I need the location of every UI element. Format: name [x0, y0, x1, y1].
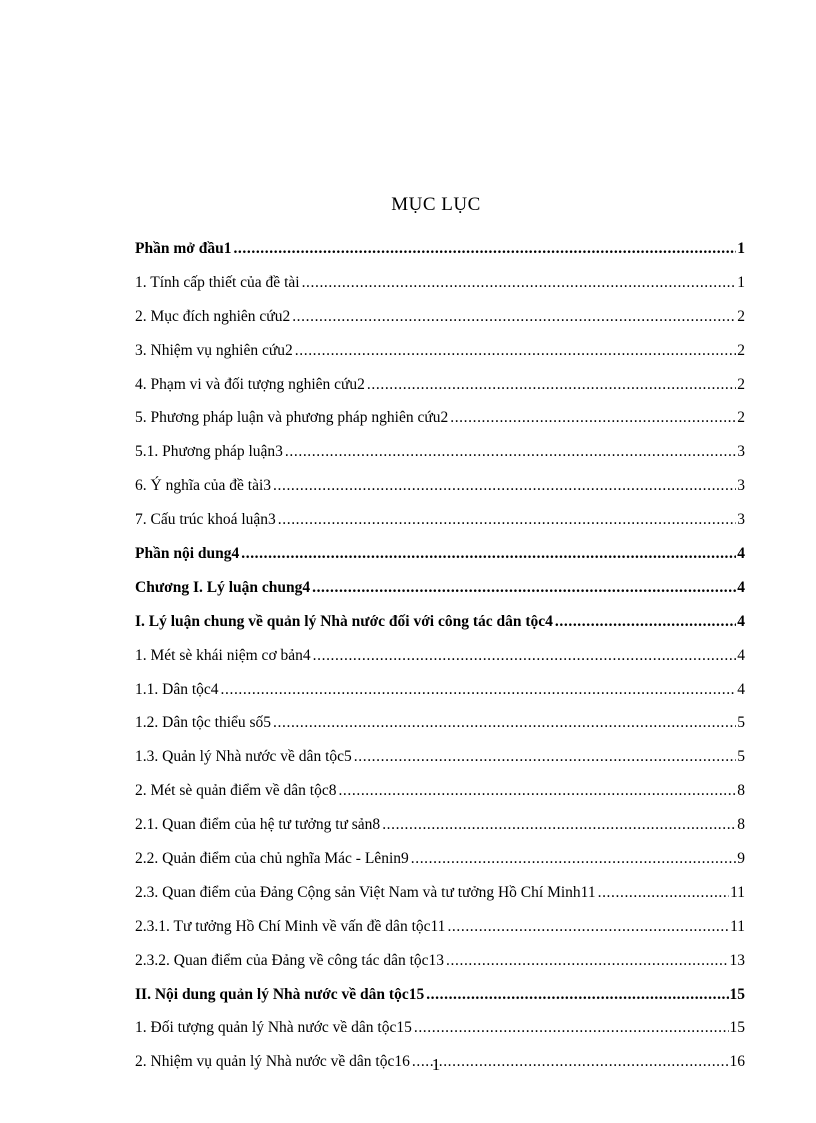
toc-leader-dots — [598, 876, 729, 910]
toc-entry — [135, 469, 745, 503]
toc-entry-page: 1 — [737, 273, 745, 291]
toc-leader-dots — [382, 808, 736, 842]
toc-entry-text: 2.3.2. Quan điểm của Đảng về công tác dân tộc13 — [135, 951, 445, 969]
toc-entry-text: 1. Mét sè khái niệm cơ bản4 — [135, 646, 311, 664]
toc-leader-dots — [555, 605, 736, 639]
toc-leader-dots — [278, 503, 736, 537]
toc-entry-text: 2.1. Quan điểm của hệ tư tưởng tư sản8 — [135, 816, 381, 834]
toc-leader-dots — [426, 978, 728, 1012]
toc-entry-page: 2 — [737, 409, 745, 427]
toc-leader-dots — [295, 334, 736, 368]
toc-entry-page: 4 — [737, 680, 745, 698]
toc-leader-dots — [285, 435, 736, 469]
toc-entry-page: 15 — [729, 1019, 745, 1037]
toc-entry — [135, 401, 745, 435]
toc-entry-page: 5 — [737, 748, 745, 766]
toc-entry-page: 1 — [737, 240, 745, 257]
toc-entry-page: 3 — [737, 511, 745, 529]
toc-entry — [135, 605, 745, 639]
toc-entry-text: 2. Nhiệm vụ quản lý Nhà nước về dân tộc16 — [135, 1053, 410, 1071]
toc-entry-text: 7. Cấu trúc khoá luận3 — [135, 511, 276, 529]
toc-leader-dots — [447, 910, 729, 944]
toc-entry-text: II. Nội dung quản lý Nhà nước về dân tộc15 — [135, 985, 425, 1003]
toc-leader-dots — [221, 673, 737, 707]
toc-entry-text: 6. Ý nghĩa của đề tài3 — [135, 477, 272, 495]
toc-leader-dots — [446, 944, 728, 978]
toc-entry — [135, 740, 745, 774]
toc-leader-dots — [313, 639, 737, 673]
toc-entry-page: 8 — [737, 782, 745, 800]
toc-entry-text: 2.2. Quản điểm của chủ nghĩa Mác - Lênin9 — [135, 850, 409, 868]
toc-entry — [135, 944, 745, 978]
toc-entry-page: 3 — [737, 443, 745, 461]
toc-leader-dots — [273, 706, 736, 740]
toc-entry-text: Chương I. Lý luận chung4 — [135, 578, 311, 596]
toc-entry-page: 9 — [737, 850, 745, 868]
toc-entry — [135, 978, 745, 1012]
toc-entry — [135, 1011, 745, 1045]
toc-entry-page: 2 — [737, 341, 745, 359]
toc-entry-text: 2.3. Quan điểm của Đảng Cộng sản Việt Nam và tư tưởng Hồ Chí Minh11 — [135, 883, 596, 901]
toc-entry-page: 4 — [737, 578, 745, 596]
toc-entry-text: 2. Mục đích nghiên cứu2 — [135, 307, 291, 325]
toc-entry-page: 4 — [737, 646, 745, 664]
toc-entry-text: 5.1. Phương pháp luận3 — [135, 443, 283, 461]
toc-entry — [135, 503, 745, 537]
toc-leader-dots — [414, 1011, 729, 1045]
toc-entry — [135, 232, 745, 266]
toc-entry-text: Phần nội dung4 — [135, 545, 240, 563]
toc-leader-dots — [338, 774, 736, 808]
toc-leader-dots — [354, 740, 736, 774]
toc-entry-text: 1.1. Dân tộc4 — [135, 680, 219, 698]
toc-entry-page: 13 — [729, 951, 745, 969]
toc-entry — [135, 706, 745, 740]
toc-leader-dots — [233, 232, 736, 266]
toc-entry-page: 4 — [737, 545, 745, 563]
toc-leader-dots — [312, 571, 736, 605]
page-number: 1 — [431, 1055, 441, 1074]
toc-entry — [135, 435, 745, 469]
toc-entry — [135, 876, 745, 910]
toc-entry-page: 4 — [737, 612, 745, 630]
toc-entry-text: Phần mở đầu1 — [135, 240, 232, 257]
toc-entry — [135, 808, 745, 842]
toc-entry — [135, 910, 745, 944]
toc-entry-page: 16 — [729, 1053, 745, 1071]
toc-entry — [135, 842, 745, 876]
toc-leader-dots — [411, 842, 737, 876]
table-of-contents — [135, 232, 745, 1079]
toc-entry-text: 2. Mét sè quản điểm về dân tộc8 — [135, 782, 337, 800]
toc-leader-dots — [450, 401, 736, 435]
toc-entry-page: 2 — [737, 375, 745, 393]
toc-entry-page: 3 — [737, 477, 745, 495]
toc-entry-text: 1.2. Dân tộc thiểu số5 — [135, 714, 272, 732]
toc-entry-page: 11 — [730, 883, 745, 901]
toc-entry — [135, 537, 745, 571]
toc-entry-page: 2 — [737, 307, 745, 325]
toc-entry — [135, 673, 745, 707]
toc-entry — [135, 368, 745, 402]
toc-entry-page: 11 — [730, 917, 745, 935]
toc-leader-dots — [367, 368, 736, 402]
toc-entry-text: 4. Phạm vi và đối tượng nghiên cứu2 — [135, 375, 365, 393]
toc-entry-page: 5 — [737, 714, 745, 732]
toc-entry-page: 8 — [737, 816, 745, 834]
toc-entry-text: 1. Đối tượng quản lý Nhà nước về dân tộc15 — [135, 1019, 412, 1037]
toc-entry-text: 5. Phương pháp luận và phương pháp nghiên cứu2 — [135, 409, 449, 427]
toc-entry-text: 3. Nhiệm vụ nghiên cứu2 — [135, 341, 293, 359]
toc-leader-dots — [273, 469, 736, 503]
toc-leader-dots — [241, 537, 736, 571]
toc-entry-page: 15 — [729, 985, 745, 1003]
toc-title: MỤC LỤC — [391, 194, 481, 215]
toc-entry — [135, 571, 745, 605]
toc-entry-text: I. Lý luận chung về quản lý Nhà nước đối với công tác dân tộc4 — [135, 612, 553, 630]
toc-entry — [135, 334, 745, 368]
toc-entry-text: 1.3. Quản lý Nhà nước về dân tộc5 — [135, 748, 352, 766]
toc-leader-dots — [302, 266, 737, 300]
toc-entry — [135, 639, 745, 673]
toc-entry-text: 1. Tính cấp thiết của đề tài — [135, 273, 300, 291]
toc-entry-text: 2.3.1. Tư tưởng Hồ Chí Minh về vấn đề dân tộc11 — [135, 917, 446, 935]
toc-entry — [135, 300, 745, 334]
toc-entry — [135, 774, 745, 808]
toc-leader-dots — [292, 300, 736, 334]
toc-entry — [135, 266, 745, 300]
